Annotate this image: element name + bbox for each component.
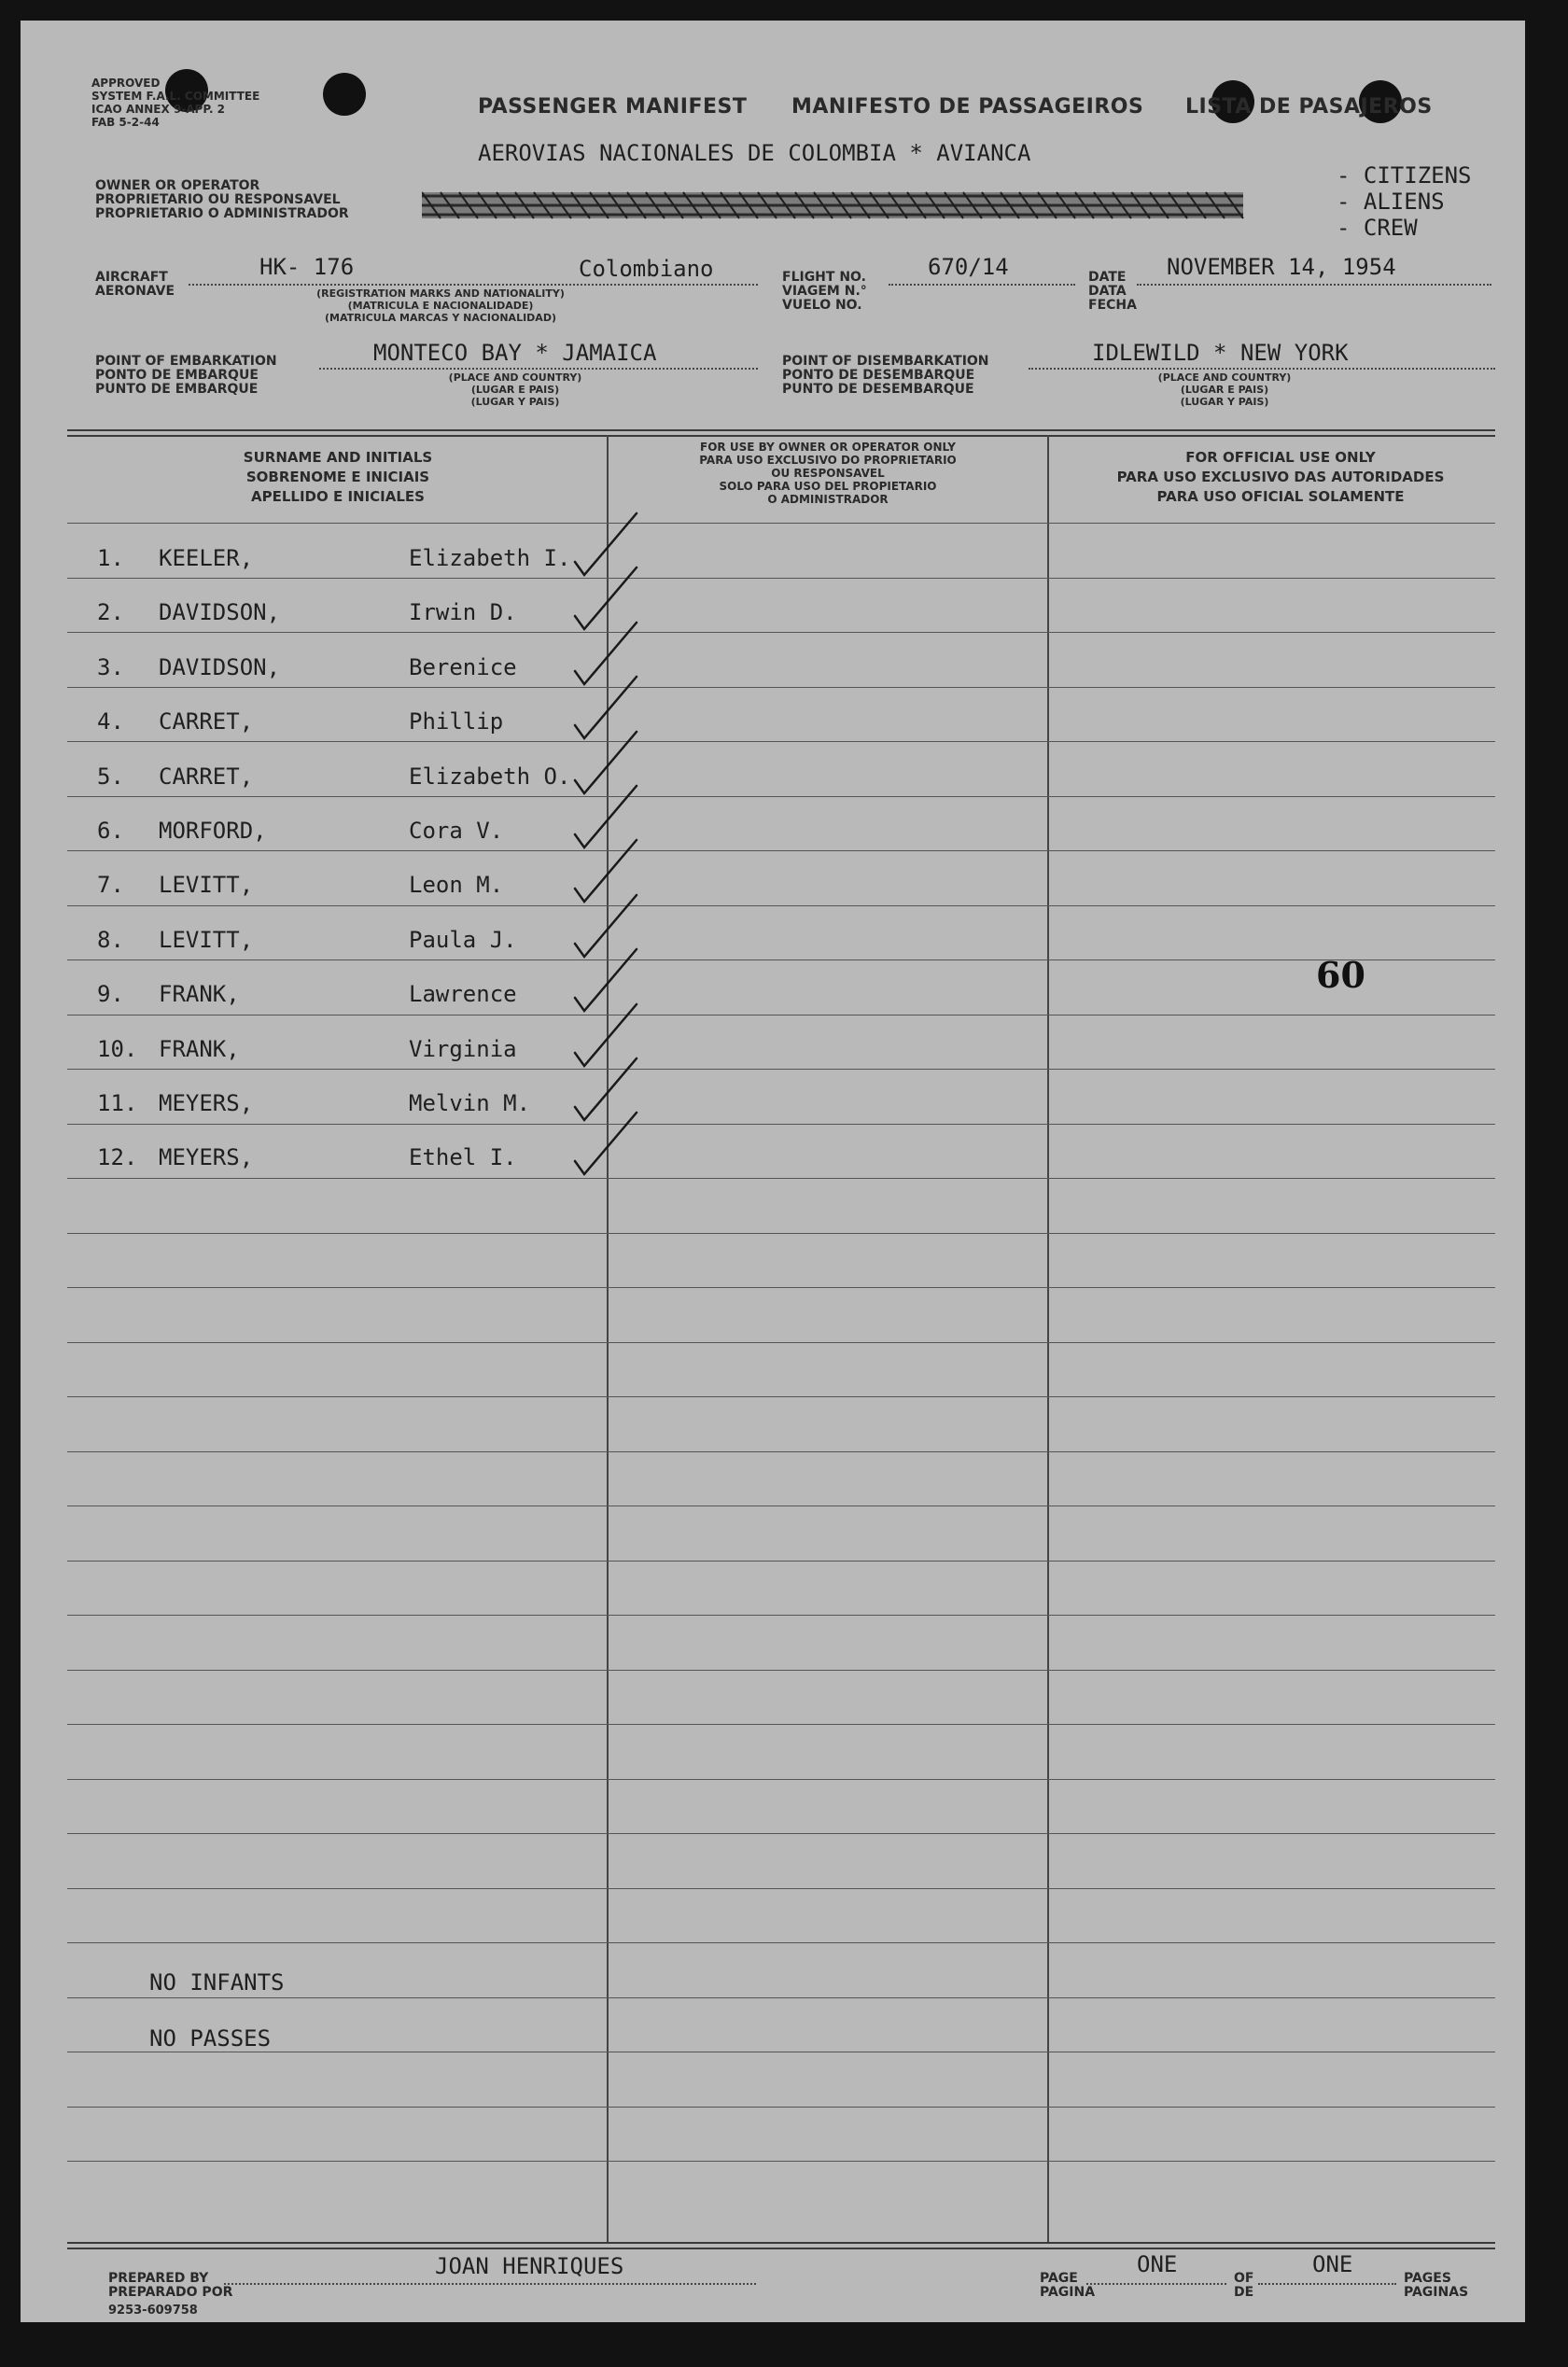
passenger-surname: CARRET, [159,763,254,790]
ruled-line [67,1779,1495,1780]
embarkation-value: MONTECO BAY * JAMAICA [373,340,657,366]
check-mark-icon [571,1107,655,1182]
aircraft-line [189,284,758,286]
passenger-given-name: Leon M. [409,872,504,898]
column-header-official-use: FOR OFFICIAL USE ONLY PARA USO EXCLUSIVO DAS AUTORIDADES PARA USO OFICIAL SOLAMENTE [1116,449,1445,505]
approval-line: APPROVED [91,77,161,90]
date-line [1137,284,1491,286]
category-citizens: - CITIZENS [1337,162,1472,189]
of-value: ONE [1312,2251,1353,2277]
approval-line: FAB 5-2-44 [91,116,160,129]
passenger-surname: FRANK, [159,981,240,1007]
ruled-line [67,578,1495,579]
table-top-rule [67,429,1495,431]
disembarkation-value: IDLEWILD * NEW YORK [1092,340,1349,366]
row-number: 3. [97,654,124,680]
passenger-given-name: Lawrence [409,981,517,1007]
passenger-given-name: Paula J. [409,927,517,953]
ruled-line [67,1342,1495,1343]
passenger-given-name: Virginia [409,1036,517,1062]
pages-labels: PAGES PAGINAS [1404,2271,1469,2300]
ruled-line [67,1451,1495,1452]
embarkation-line [319,368,758,370]
passenger-surname: LEVITT, [159,872,254,898]
page-value: ONE [1137,2251,1178,2277]
passenger-surname: LEVITT, [159,927,254,953]
passenger-surname: DAVIDSON, [159,599,281,625]
strikeout-marks [422,187,1262,224]
prepared-by-labels: PREPARED BY PREPARADO POR [108,2271,233,2300]
row-number: 1. [97,545,124,571]
of-line [1258,2283,1396,2285]
date-labels: DATE DATA FECHA [1088,270,1137,313]
ruled-line [67,1069,1495,1070]
title-spanish: LISTA DE PASAJEROS [1185,95,1433,119]
punch-hole-2 [323,73,366,116]
operator-value: AEROVIAS NACIONALES DE COLOMBIA * AVIANCA [478,140,1031,166]
column-header-names: SURNAME AND INITIALS SOBRENOME E INICIAIS APELLIDO E INICIALES [243,449,433,505]
flight-number: 670/14 [928,254,1009,280]
ruled-line [67,1287,1495,1288]
form-code: 9253-609758 [108,2304,198,2318]
aircraft-nationality: Colombiano [579,256,714,282]
category-aliens: - ALIENS [1337,189,1445,215]
prepared-by-value: JOAN HENRIQUES [435,2253,624,2279]
row-number: 6. [97,818,124,844]
passenger-given-name: Berenice [409,654,517,680]
ruled-line [67,905,1495,906]
embarkation-labels: POINT OF EMBARKATION PONTO DE EMBARQUE PUNTO DE EMBARQUE [95,354,277,397]
passenger-surname: MEYERS, [159,1090,254,1116]
aircraft-labels: AIRCRAFT AERONAVE [95,270,175,299]
passenger-given-name: Ethel I. [409,1144,517,1170]
passenger-surname: CARRET, [159,708,254,735]
row-number: 8. [97,927,124,953]
passenger-surname: MEYERS, [159,1144,254,1170]
form-approval-block [91,77,259,129]
aircraft-sub-labels: (REGISTRATION MARKS AND NATIONALITY) (MATRICULA E NACIONALIDADE) (MATRICULA MARCAS Y NACIONALIDAD) [316,287,565,324]
ruled-line [67,1561,1495,1562]
passenger-surname: DAVIDSON, [159,654,281,680]
date-value: NOVEMBER 14, 1954 [1167,254,1396,280]
ruled-line [67,1670,1495,1671]
row-number: 11. [97,1090,138,1116]
ruled-line [67,523,1495,524]
passenger-given-name: Phillip [409,708,504,735]
ruled-line [67,1124,1495,1125]
disembarkation-sub-labels: (PLACE AND COUNTRY) (LUGAR E PAIS) (LUGAR Y PAIS) [1157,371,1292,408]
ruled-line [67,850,1495,851]
title-english: PASSENGER MANIFEST [478,95,748,119]
column-divider-2 [1047,435,1049,2242]
ruled-line [67,959,1495,960]
row-number: 5. [97,763,124,790]
row-number: 2. [97,599,124,625]
note-no-infants: NO INFANTS [149,1969,285,1996]
ruled-line [67,1396,1495,1397]
note-no-passes: NO PASSES [149,2025,272,2052]
prepared-by-line [224,2283,756,2285]
ruled-line [67,1833,1495,1834]
ruled-line [67,1615,1495,1616]
category-crew: - CREW [1337,215,1418,241]
passenger-given-name: Elizabeth I. [409,545,571,571]
ruled-line [67,1888,1495,1889]
ruled-line [67,2107,1495,2108]
ruled-line [67,796,1495,797]
ruled-line [67,1233,1495,1234]
ruled-line [67,2161,1495,2162]
ruled-line [67,741,1495,742]
approval-line: SYSTEM F.A.L. COMMITTEE [91,90,260,103]
title-portuguese: MANIFESTO DE PASSAGEIROS [791,95,1144,119]
row-number: 4. [97,708,124,735]
table-top-rule-2 [67,435,1495,437]
table-bottom-rule [67,2242,1495,2244]
ruled-line [67,1178,1495,1179]
flight-line [889,284,1075,286]
row-number: 7. [97,872,124,898]
table-bottom-rule-2 [67,2248,1495,2249]
disembarkation-line [1029,368,1495,370]
row-number: 12. [97,1144,138,1170]
column-header-operator-use: FOR USE BY OWNER OR OPERATOR ONLY PARA USO EXCLUSIVO DO PROPRIETARIO OU RESPONSAVEL SOLO PARA USO DEL PROPIETARIO O ADMINISTRADOR [699,441,957,506]
official-stamp-number: 60 [1316,954,1365,996]
of-labels: OF DE [1234,2271,1254,2300]
operator-labels: OWNER OR OPERATOR PROPRIETARIO OU RESPONSAVEL PROPRIETARIO O ADMINISTRADOR [95,178,349,221]
disembarkation-labels: POINT OF DISEMBARKATION PONTO DE DESEMBARQUE PUNTO DE DESEMBARQUE [782,354,989,397]
flight-labels: FLIGHT NO. VIAGEM N.° VUELO NO. [782,270,867,313]
ruled-line [67,687,1495,688]
manifest-sheet [21,21,1525,2322]
passenger-surname: MORFORD, [159,818,267,844]
passenger-given-name: Irwin D. [409,599,517,625]
ruled-line [67,632,1495,633]
embarkation-sub-labels: (PLACE AND COUNTRY) (LUGAR E PAIS) (LUGAR Y PAIS) [448,371,582,408]
passenger-given-name: Cora V. [409,818,504,844]
passenger-surname: KEELER, [159,545,254,571]
passenger-surname: FRANK, [159,1036,240,1062]
page-line [1086,2283,1226,2285]
row-number: 10. [97,1036,138,1062]
approval-line: ICAO ANNEX 9-APP. 2 [91,103,226,116]
passenger-given-name: Elizabeth O. [409,763,571,790]
page-labels: PAGE PAGINA [1040,2271,1096,2300]
passenger-given-name: Melvin M. [409,1090,531,1116]
ruled-line [67,1724,1495,1725]
ruled-line [67,1942,1495,1943]
struck-out-operator [422,187,1262,224]
row-number: 9. [97,981,124,1007]
ruled-line [67,1997,1495,1998]
aircraft-registration: HK- 176 [259,254,355,280]
